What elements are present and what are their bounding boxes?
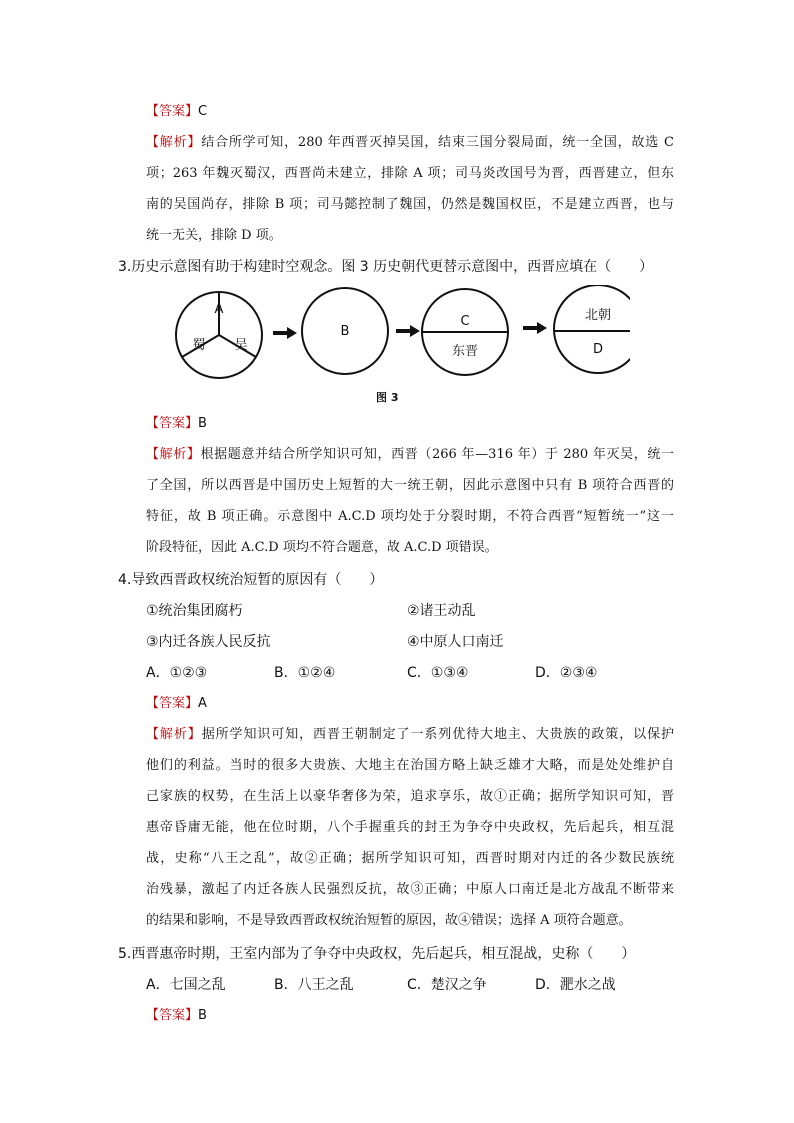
- q4-analysis-line-4: 惠帝昏庸无能，他在位时期，八个手握重兵的封王为争夺中央政权，先后起兵，相互混: [146, 820, 674, 835]
- q2-answer: [146, 104, 207, 120]
- q4-option-b: B．①②④: [274, 665, 336, 681]
- q2-answer-value: C: [198, 104, 208, 119]
- q3-answer: 【答案】B: [146, 416, 207, 431]
- q4-analysis-line-7: 的结果和影响，不是导致西晋政权统治短暂的原因，故④错误；选择 A 项符合题意。: [146, 913, 632, 928]
- q5-option-b: B．八王之乱: [274, 977, 354, 993]
- q4-option-d: D．②③④: [535, 665, 598, 681]
- q3-analysis-line-1: 【解析】根据题意并结合所学知识可知，西晋（266 年—316 年）于 280 年灭吴，统一: [146, 447, 674, 462]
- circle-north-d: [554, 285, 630, 373]
- q4-analysis-line-6: 治残暴，激起了内迁各族人民强烈反抗，故③正确；中原人口南迁是北方战乱不断带来: [146, 882, 674, 897]
- q5-answer: 【答案】B: [146, 1008, 207, 1023]
- q5-option-c: C．楚汉之争: [407, 977, 487, 993]
- q4-item-1: ①统治集团腐朽: [146, 603, 243, 619]
- answer-label: 【答案】: [146, 104, 199, 119]
- q4-analysis-line-1: 【解析】据所学知识可知，西晋王朝制定了一系列优待大地主、大贵族的政策，以保护: [146, 727, 674, 742]
- label-a: A: [214, 302, 224, 317]
- label-eastern-jin: 东晋: [451, 344, 479, 359]
- q4-option-a: A．①②③: [146, 665, 208, 681]
- dynasty-succession-diagram: [170, 285, 630, 395]
- q4-analysis-line-2: 他们的利益。当时的很多大贵族、大地主在治国方略上缺乏雄才大略，而是处处维护自: [146, 758, 674, 773]
- q4-analysis-line-5: 战，史称“八王之乱”，故②正确；据所学知识可知，西晋时期对内迁的各少数民族统: [146, 851, 674, 866]
- q2-analysis-line-3: 南的吴国尚存，排除 B 项；司马懿控制了魏国，仍然是魏国权臣，不是建立西晋，也与: [146, 197, 674, 212]
- label-wu: 吴: [234, 338, 248, 353]
- q5-option-d: D．淝水之战: [535, 977, 616, 993]
- q2-analysis-line-2: 项；263 年魏灭蜀汉，西晋尚未建立，排除 A 项；司马炎改国号为晋，西晋建立，但东: [146, 166, 674, 181]
- label-d: D: [592, 342, 604, 357]
- q3-analysis-line-2: 了全国，所以西晋是中国历史上短暂的大一统王朝，因此示意图中只有 B 项符合西晋的: [146, 478, 674, 493]
- q2-analysis-line-1: 【解析】结合所学可知，280 年西晋灭掉吴国，结束三国分裂局面，统一全国，故选 C: [146, 135, 674, 150]
- q4-item-2: ②诸王动乱: [407, 603, 476, 619]
- label-shu: 蜀: [192, 338, 206, 353]
- label-b: B: [340, 324, 350, 339]
- analysis-label: 【解析】: [146, 135, 202, 150]
- q4-stem: 4.导致西晋政权统治短暂的原因有（ ）: [118, 572, 384, 588]
- q4-item-3: ③内迁各族人民反抗: [146, 634, 271, 650]
- q5-option-a: A．七国之乱: [146, 977, 226, 993]
- q4-analysis-line-3: 己家族的权势，在生活上以豪华奢侈为荣，追求享乐，故①正确；据所学知识可知，晋: [146, 789, 674, 804]
- q3-analysis-line-3: 特征，故 B 项正确。示意图中 A.C.D 项均处于分裂时期，不符合西晋“短暂统一”这一: [146, 509, 674, 524]
- q4-answer: 【答案】A: [146, 696, 207, 711]
- q3-stem: 3.历史示意图有助于构建时空观念。图 3 历史朝代更替示意图中，西晋应填在（ ）: [118, 259, 654, 275]
- label-northern-dynasties: 北朝: [584, 308, 612, 323]
- q4-option-c: C．①③④: [407, 665, 469, 681]
- q4-item-4: ④中原人口南迁: [407, 634, 504, 650]
- figure-caption: 图 3: [376, 391, 399, 404]
- q3-analysis-line-4: 阶段特征，因此 A.C.D 项均不符合题意，故 A.C.D 项错误。: [146, 540, 498, 555]
- q5-stem: 5.西晋惠帝时期，王室内部为了争夺中央政权，先后起兵，相互混战，史称（ ）: [118, 946, 636, 962]
- q2-analysis-line-4: 统一无关，排除 D 项。: [146, 228, 282, 243]
- label-c: C: [460, 314, 470, 329]
